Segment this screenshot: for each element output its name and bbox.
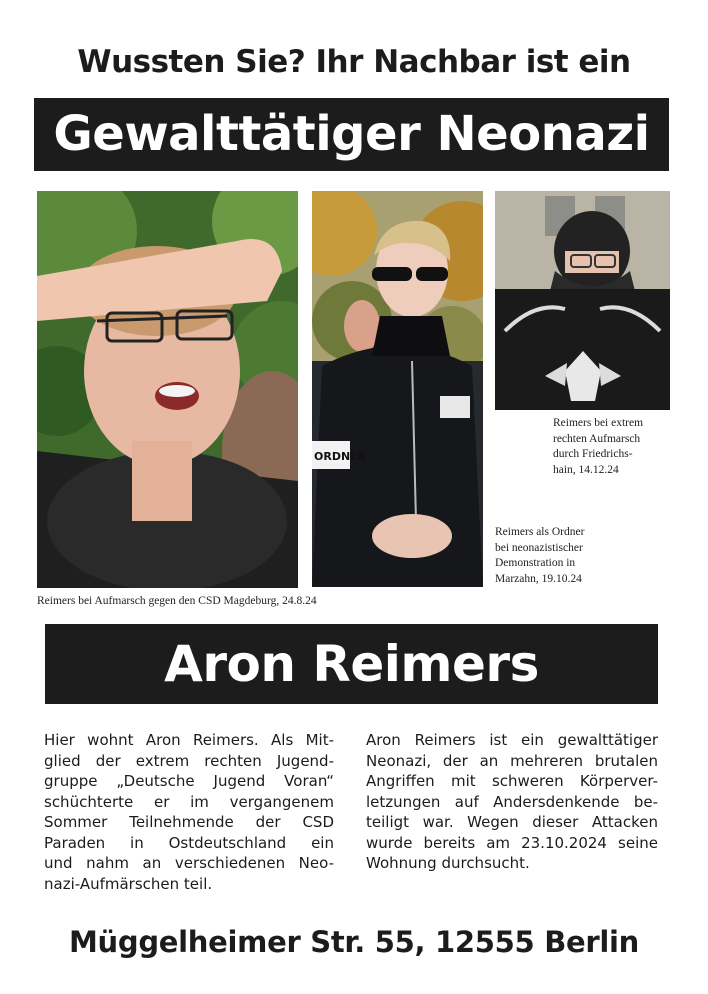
text-line: nazi-Aufmärschen teil.	[44, 874, 213, 893]
body-column-left	[44, 730, 334, 894]
person-name: Aron Reimers	[164, 635, 539, 693]
text-line: schüchterte er im vergangenem	[44, 792, 334, 811]
text-line: Wohnung durchsucht.	[366, 854, 530, 872]
text-line: Angriffen mit schweren Körperver-	[366, 772, 658, 790]
text-line: Paraden in Ostdeutschland ein	[44, 833, 334, 852]
text-line: Sommer Teilnehmende der CSD	[44, 813, 334, 831]
text-line: Aron Reimers ist ein gewalttätiger	[366, 731, 658, 749]
caption-marzahn	[495, 525, 635, 587]
text-line: teiligt war. Wegen dieser Attacken	[366, 813, 658, 831]
caption-line: durch Friedrichs-	[553, 448, 633, 460]
headline-text: Gewalttätiger Neonazi	[53, 106, 650, 162]
photo-friedrichshain	[495, 191, 670, 410]
armband-text: ORDNER	[314, 450, 367, 463]
photo-marzahn	[312, 191, 483, 587]
address-line: Müggelheimer Str. 55, 12555 Berlin	[68, 925, 640, 959]
caption-line: Reimers bei extrem	[553, 417, 644, 429]
text-line: Hier wohnt Aron Reimers. Als Mit-	[44, 731, 334, 749]
teaser-line: Wussten Sie? Ihr Nachbar ist ein	[77, 44, 631, 80]
caption-line: Reimers als Ordner	[495, 526, 585, 538]
caption-line: Demonstration in	[495, 557, 576, 569]
caption-friedrichshain	[553, 416, 673, 478]
body-column-right	[366, 730, 658, 874]
text-line: letzungen auf Andersdenkende be-	[366, 792, 658, 811]
name-banner	[45, 624, 658, 704]
caption-line: Marzahn, 19.10.24	[495, 572, 582, 585]
caption-line: bei neonazistischer	[495, 541, 583, 554]
caption-line: hain, 14.12.24	[553, 463, 619, 476]
photo-magdeburg	[37, 191, 298, 588]
text-line: und nahm an verschiedenen Neo-	[44, 854, 334, 872]
caption-magdeburg: Reimers bei Aufmarsch gegen den CSD Magdeburg, 24.8.24	[37, 595, 317, 607]
caption-line: rechten Aufmarsch	[553, 432, 641, 445]
text-line: Neonazi, der an mehreren brutalen	[366, 751, 658, 770]
text-line: glied der extrem rechten Jugend-	[44, 751, 334, 770]
headline-banner	[34, 98, 669, 171]
text-line: wurde bereits am 23.10.2024 seine	[366, 833, 658, 852]
text-line: gruppe „Deutsche Jugend Voran“	[44, 772, 334, 790]
